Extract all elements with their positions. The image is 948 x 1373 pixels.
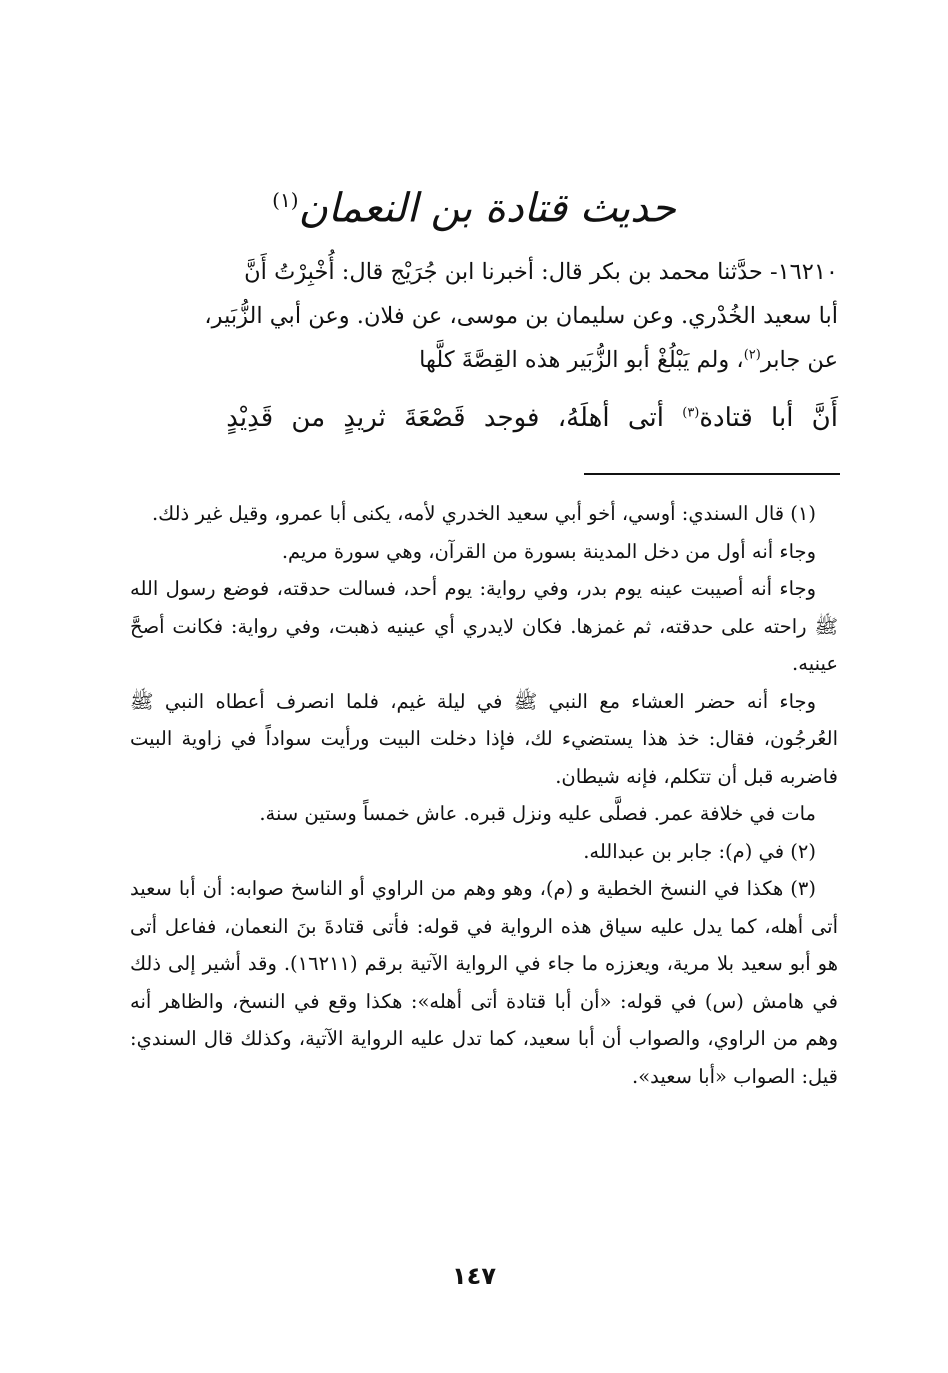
footnote-marker-3: (٣) [682,405,700,421]
hadith-post: أتى أهلَهُ، فوجد قَصْعَةَ ثريدٍ من قَدِيْدٍ [226,403,683,433]
main-line-1: ١٦٢١٠- حدَّثنا محمد بن بكر قال: أخبرنا ابن جُرَيْج قال: أُخْبِرْتُ أَنَّ [244,259,838,285]
footnote-2: (٢) في (م): جابر بن عبدالله. [583,839,816,863]
main-line-3 [128,338,838,382]
main-line-2: أبا سعيد الخُدْري. وعن سليمان بن موسى، عن فلان. وعن أبي الزُّبَير، [204,303,838,329]
footnote-divider [584,473,840,475]
footnote-1-b: وجاء أنه أول من دخل المدينة بسورة من القرآن، وهي سورة مريم. [281,539,816,563]
footnote-3: (٣) هكذا في النسخ الخطية و (م)، وهو وهم من الراوي أو الناسخ صوابه: أن أبا سعيد أتى أهله، كما يدل عليه سياق هذه الرواية في قوله: فأتى قتادةَ بنَ النعمان، ففاعل أتى هو أبو سعيد بلا مرية، ويعززه ما جاء في الرواية الآتية برقم (١٦٢١١). وقد أشير إلى ذلك في هامش (س) في قوله: «أن أبا قتادة أتى أهله»: هكذا وقع في النسخ، والظاهر أنه وهم من الراوي، والصواب أن أبا سعيد، كما تدل عليه الرواية الآتية، وكذلك قال السندي: قيل: الصواب «أبا سعيد». [130,877,838,1088]
main-line-3-pre: عن جابر [760,347,838,373]
main-text [128,250,838,448]
title-text: حديث قتادة بن النعمان [298,185,676,232]
page-title [200,165,748,243]
footnote-1-e: مات في خلافة عمر. فصلَّى عليه ونزل قبره. عاش خمساً وستين سنة. [259,802,816,825]
footnote-marker-2: (٢) [743,347,761,363]
footnotes [130,495,838,1095]
footnote-1-a: (١) قال السندي: أوسي، أخو أبي سعيد الخدري لأمه، يكنى أبا عمرو، وقيل غير ذلك. [151,502,816,525]
page-number: ١٤٧ [452,1262,496,1290]
main-line-3-post: ، ولم يَبْلُغْ أبو الزُّبَير هذه القِصَّةَ كلَّها [419,347,744,373]
hadith-text [128,388,838,448]
hadith-pre: أَنَّ أبا قتادة [699,403,838,433]
title-footnote-marker: (١) [272,188,299,212]
footnote-1-c: وجاء أنه أصيبت عينه يوم بدر، وفي رواية: يوم أحد، فسالت حدقته، فوضع رسول الله ﷺ راحته على حدقته، ثم غمزها. فكان لايدري أي عينيه ذهبت، وفي رواية: فكانت أصحَّ عينيه. [130,577,838,675]
footnote-1-d: وجاء أنه حضر العشاء مع النبي ﷺ في ليلة غيم، فلما انصرف أعطاه النبي ﷺ العُرجُون، فقال: خذ هذا يستضيء لك، فإذا دخلت البيت ورأيت سواداً في زاوية البيت فاضربه قبل أن تتكلم، فإنه شيطان. [130,689,838,788]
